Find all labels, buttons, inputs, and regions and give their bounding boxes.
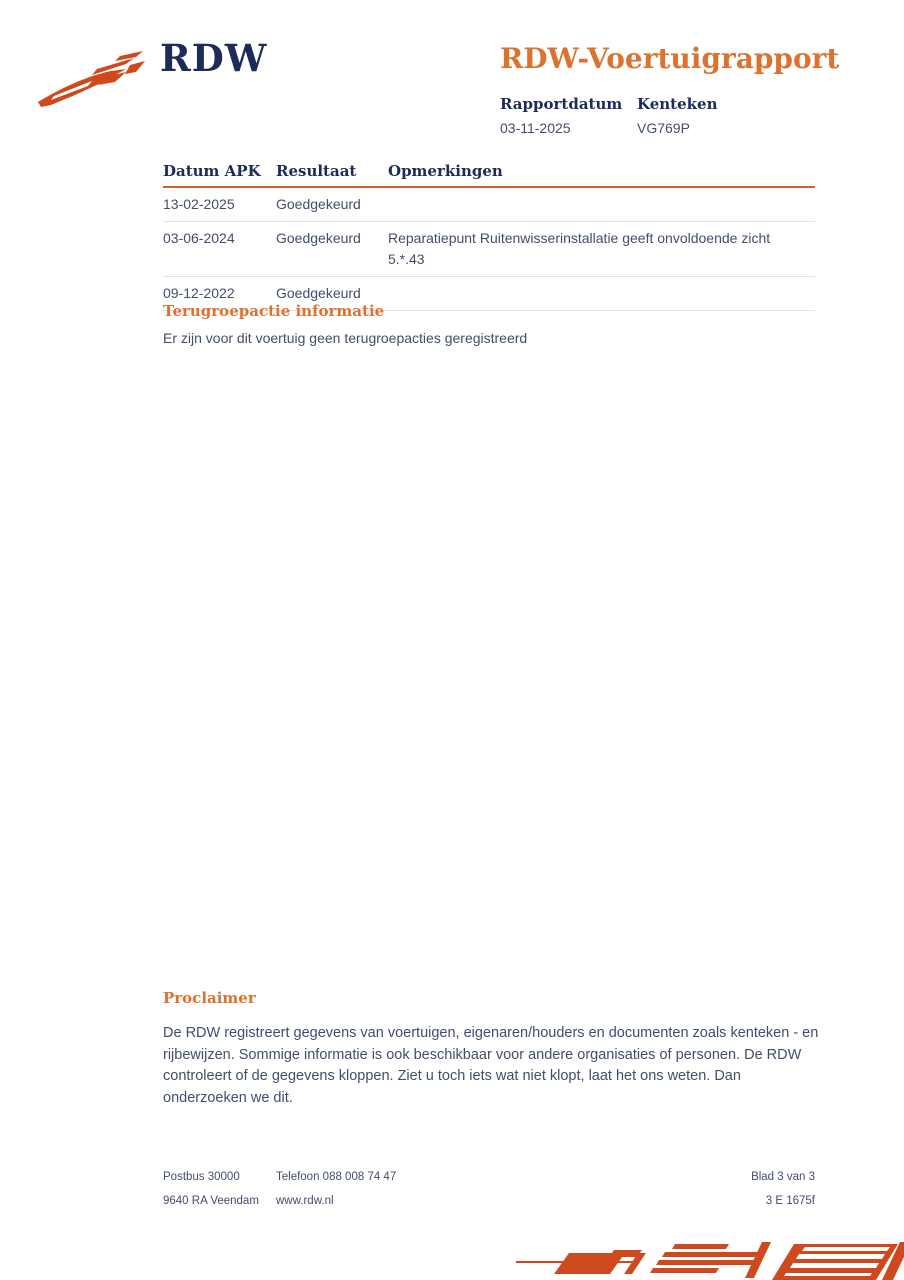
column-header-resultaat: Resultaat — [276, 158, 388, 187]
cell-datum-apk: 09-12-2022 — [163, 277, 276, 311]
recall-section — [163, 302, 823, 346]
apk-history-table — [163, 158, 815, 311]
proclaimer-body: De RDW registreert gegevens van voertuigen, eigenaren/houders en documenten zoals kenteken - en rijbewijzen. Sommige informatie is ook beschikbaar voor andere organisaties of personen. De RDW controleert of de gegevens kloppen. Ziet u toch iets wat niet klopt, laat het ons weten. Dan onderzoeken we dit. — [163, 1025, 819, 1106]
cell-resultaat: Goedgekeurd — [276, 187, 388, 222]
cell-opmerkingen: Reparatiepunt Ruitenwisserinstallatie geeft onvoldoende zicht 5.*.43 — [388, 222, 815, 277]
cell-opmerkingen — [388, 187, 815, 222]
footer-document-code: 3 E 1675f — [765, 1195, 815, 1207]
footer-contact — [276, 1171, 751, 1207]
rdw-wing-icon — [35, 50, 159, 116]
recall-section-body: Er zijn voor dit voertuig geen terugroepacties geregistreerd — [163, 330, 528, 346]
report-date — [500, 95, 637, 136]
proclaimer-section — [163, 989, 825, 1109]
recall-section-heading: Terugroepactie informatie — [163, 302, 385, 320]
footer-address — [163, 1171, 276, 1207]
footer-page-number: Blad 3 van 3 — [751, 1171, 815, 1183]
page-footer — [163, 1171, 815, 1207]
speed-stripes-icon — [514, 1240, 904, 1280]
report-date-value: 03-11-2025 — [500, 120, 571, 136]
footer-address-line1: Postbus 30000 — [163, 1171, 240, 1183]
report-meta — [500, 95, 717, 136]
license-plate-label: Kenteken — [637, 95, 718, 113]
table-header-row — [163, 158, 815, 187]
cell-datum-apk: 03-06-2024 — [163, 222, 276, 277]
report-date-label: Rapportdatum — [500, 95, 623, 113]
proclaimer-heading: Proclaimer — [163, 989, 256, 1007]
cell-resultaat: Goedgekeurd — [276, 277, 388, 311]
table-row — [163, 187, 815, 222]
page-title: RDW-Voertuigrapport — [500, 42, 840, 75]
license-plate — [637, 95, 717, 136]
footer-phone: Telefoon 088 008 74 47 — [276, 1171, 397, 1183]
column-header-datum-apk: Datum APK — [163, 158, 276, 187]
footer-website-link[interactable]: www.rdw.nl — [276, 1195, 334, 1207]
column-header-opmerkingen: Opmerkingen — [388, 158, 815, 187]
license-plate-value: VG769P — [637, 120, 690, 136]
table-row — [163, 222, 815, 277]
cell-resultaat: Goedgekeurd — [276, 222, 388, 277]
footer-page-info — [751, 1171, 815, 1207]
rdw-logo-text: RDW — [160, 36, 268, 80]
footer-address-line2: 9640 RA Veendam — [163, 1195, 259, 1207]
cell-datum-apk: 13-02-2025 — [163, 187, 276, 222]
